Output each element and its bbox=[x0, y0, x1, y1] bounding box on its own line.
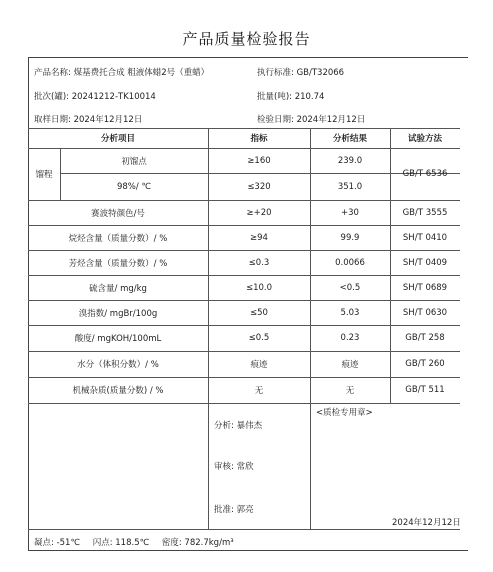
test-date: 检验日期: 2024年12月12日 bbox=[257, 115, 366, 125]
header-item: 分析项目 bbox=[100, 134, 135, 144]
reviewer-signature: 审核: 常欣 bbox=[214, 462, 254, 472]
row-method: SH/T 0630 bbox=[402, 307, 448, 318]
row-spec: ≤10.0 bbox=[245, 282, 273, 293]
density: 密度: 782.7kg/m³ bbox=[161, 538, 234, 548]
batch-number: 批次(罐): 20241212-TK10014 bbox=[34, 92, 156, 102]
row-method: GB/T 258 bbox=[405, 333, 445, 343]
report-title: 产品质量检验报告 bbox=[182, 30, 311, 48]
row-item: 初馏点 bbox=[121, 156, 147, 167]
sample-date: 取样日期: 2024年12月12日 bbox=[34, 115, 143, 125]
row-spec: ≥+20 bbox=[246, 207, 272, 218]
standard: 执行标准: GB/T32066 bbox=[257, 68, 345, 78]
row-spec: ≤320 bbox=[247, 181, 271, 192]
row-result: 0.23 bbox=[340, 333, 360, 343]
header-spec: 指标 bbox=[250, 134, 268, 144]
row-result: 351.0 bbox=[337, 181, 363, 192]
row-spec: 无 bbox=[254, 386, 264, 396]
row-spec: ≥94 bbox=[250, 232, 268, 243]
row-result: <0.5 bbox=[339, 282, 361, 293]
product-name: 产品名称: 煤基费托合成 粗液体蜡2号（重蜡） bbox=[34, 68, 210, 78]
row-item: 溴指数/ mgBr/100g bbox=[78, 308, 158, 319]
row-result: 0.0066 bbox=[335, 257, 365, 268]
flash-point: 闪点: 118.5℃ bbox=[92, 538, 150, 548]
row-spec: ≥160 bbox=[247, 155, 271, 166]
row-spec: 痕迹 bbox=[250, 360, 268, 370]
table-line bbox=[28, 403, 460, 404]
analyst-signature: 分析: 暴伟杰 bbox=[214, 421, 263, 431]
distillation-label: 馏程 bbox=[35, 170, 53, 180]
row-item: 芳烃含量（质量分数）/ % bbox=[68, 258, 168, 269]
row-item: 硫含量/ mg/kg bbox=[89, 283, 147, 294]
row-method: GB/T 511 bbox=[405, 385, 445, 395]
row-spec: ≤50 bbox=[250, 307, 268, 318]
row-result: 99.9 bbox=[340, 232, 360, 243]
row-method: SH/T 0410 bbox=[402, 232, 448, 243]
row-method: GB/T 3555 bbox=[402, 207, 448, 218]
batch-quantity: 批量(吨): 210.74 bbox=[257, 92, 325, 102]
footer bbox=[34, 536, 244, 548]
row-result: 239.0 bbox=[337, 155, 363, 166]
row-result: 痕迹 bbox=[341, 360, 359, 370]
row-item: 机械杂质(质量分数) / % bbox=[72, 386, 164, 396]
row-spec: ≤0.5 bbox=[248, 333, 270, 343]
row-method: SH/T 0409 bbox=[402, 257, 448, 268]
header-result: 分析结果 bbox=[332, 134, 367, 144]
row-result: 5.03 bbox=[340, 307, 360, 318]
row-item: 98%/ ℃ bbox=[116, 181, 151, 192]
freeze-point: 凝点: -51℃ bbox=[34, 538, 80, 548]
row-item: 酸度/ mgKOH/100mL bbox=[74, 334, 162, 344]
table-line bbox=[28, 529, 460, 530]
approver-signature: 批准: 郭亮 bbox=[214, 505, 254, 515]
row-result: +30 bbox=[341, 207, 359, 218]
row-method: SH/T 0689 bbox=[402, 282, 448, 293]
row-method: GB/T 260 bbox=[405, 359, 445, 369]
row-method: GB/T 6536 bbox=[402, 169, 448, 179]
row-item: 水分（体积分数）/ % bbox=[77, 360, 159, 370]
row-item: 赛波特颜色/号 bbox=[91, 208, 145, 219]
seal-label: <质检专用章> bbox=[316, 408, 373, 418]
row-result: 无 bbox=[345, 386, 355, 396]
header-method: 试验方法 bbox=[407, 134, 442, 144]
signature-date: 2024年12月12日 bbox=[392, 518, 461, 528]
row-item: 烷烃含量（质量分数）/ % bbox=[68, 233, 168, 244]
row-spec: ≤0.3 bbox=[248, 257, 270, 268]
